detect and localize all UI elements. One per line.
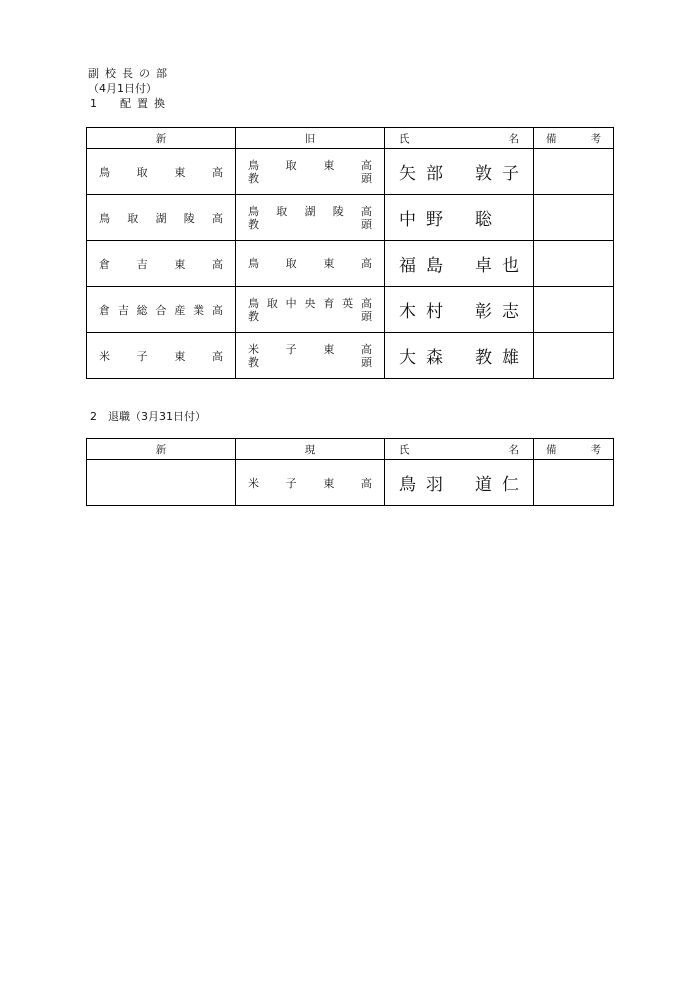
page-title: 副校長の部 (88, 67, 173, 80)
old-school: 鳥 取 東 高 (248, 257, 372, 270)
old-school: 鳥 取 東 高 (248, 158, 372, 172)
section-retirement-heading: 2 退職（3月31日付） (90, 410, 206, 423)
given-name: 教 雄 (475, 348, 519, 368)
new-school-cell (87, 241, 236, 287)
header-new: 新 (87, 439, 236, 460)
table-row (87, 241, 614, 287)
table-row (87, 333, 614, 379)
header-remarks: 備 考 (534, 439, 614, 460)
surname: 木 村 (399, 302, 443, 322)
old-position: 教 頭 (248, 309, 372, 323)
remarks-cell (534, 460, 614, 506)
header-current: 現 (236, 439, 385, 460)
given-name: 彰 志 (475, 302, 519, 322)
table-header-row (87, 128, 614, 149)
given-name: 聡 (475, 210, 492, 230)
current-school: 米 子 東 高 (248, 476, 372, 490)
new-school-cell (87, 149, 236, 195)
new-school: 鳥 取 湖 陵 高 (99, 211, 223, 225)
current-school-cell (236, 460, 385, 506)
remarks-cell (534, 287, 614, 333)
remarks-cell (534, 195, 614, 241)
name-cell (385, 460, 534, 506)
surname: 福 島 (399, 256, 443, 276)
surname: 中 野 (399, 210, 443, 230)
header-name: 氏 名 (385, 128, 534, 149)
remarks-cell (534, 333, 614, 379)
table-header-row (87, 439, 614, 460)
name-cell (385, 149, 534, 195)
new-school: 米 子 東 高 (99, 349, 223, 363)
remarks-cell (534, 149, 614, 195)
given-name: 道 仁 (475, 475, 519, 495)
name-cell (385, 287, 534, 333)
header-old: 旧 (236, 128, 385, 149)
old-position: 教 頭 (248, 355, 372, 369)
header-name: 氏 名 (385, 439, 534, 460)
new-assignment-cell (87, 460, 236, 506)
surname: 矢 部 (399, 164, 443, 184)
header-new: 新 (87, 128, 236, 149)
new-school-cell (87, 333, 236, 379)
name-cell (385, 195, 534, 241)
old-position: 教 頭 (248, 217, 372, 231)
given-name: 敦 子 (475, 164, 519, 184)
new-school: 鳥 取 東 高 (99, 165, 223, 179)
remarks-cell (534, 241, 614, 287)
old-school: 鳥 取 湖 陵 高 (248, 204, 372, 218)
new-school: 倉 吉 総 合 産 業 高 (99, 303, 223, 317)
table-row (87, 460, 614, 506)
new-school-cell (87, 195, 236, 241)
given-name: 卓 也 (475, 256, 519, 276)
name-cell (385, 333, 534, 379)
surname: 大 森 (399, 348, 443, 368)
reassignment-table (86, 127, 614, 379)
retirement-table (86, 438, 614, 506)
old-school: 米 子 東 高 (248, 342, 372, 356)
old-assignment-cell (236, 241, 385, 287)
old-school: 鳥 取 中 央 育 英 高 (248, 296, 372, 310)
effective-date: （4月1日付） (88, 82, 157, 95)
new-school: 倉 吉 東 高 (99, 257, 223, 271)
old-assignment-cell (236, 287, 385, 333)
section-reassignment-heading: 1 配置換 (90, 97, 171, 110)
header-remarks: 備 考 (534, 128, 614, 149)
old-assignment-cell (236, 149, 385, 195)
table-row (87, 287, 614, 333)
surname: 鳥 羽 (399, 475, 443, 495)
table-row (87, 195, 614, 241)
table-row (87, 149, 614, 195)
name-cell (385, 241, 534, 287)
old-assignment-cell (236, 333, 385, 379)
old-position: 教 頭 (248, 171, 372, 185)
new-school-cell (87, 287, 236, 333)
old-assignment-cell (236, 195, 385, 241)
